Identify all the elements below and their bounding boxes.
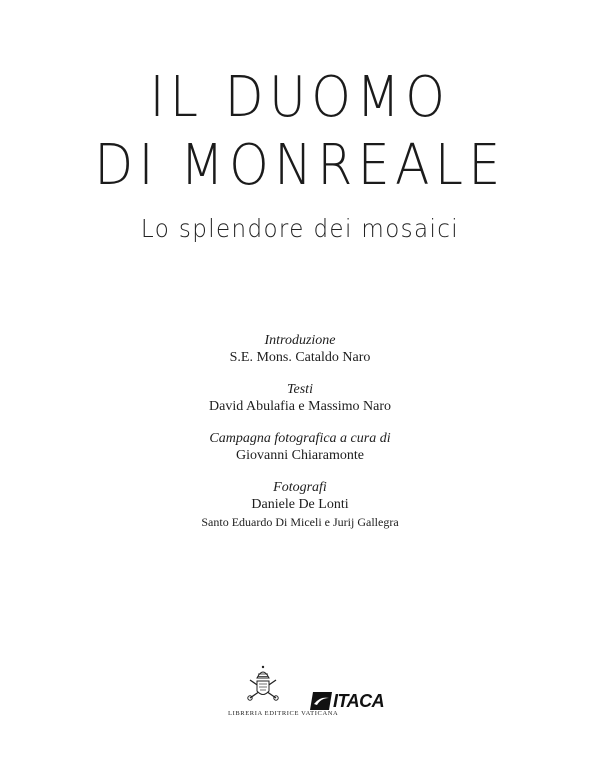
credit-name: S.E. Mons. Cataldo Naro bbox=[229, 350, 371, 365]
credit-role: Testi bbox=[287, 382, 313, 397]
subtitle: Lo splendore dei mosaici bbox=[140, 214, 460, 243]
itaca-name: ITACA bbox=[333, 691, 385, 711]
credit-introduction bbox=[0, 332, 600, 367]
title-line-2: DI MONREALE bbox=[94, 133, 506, 198]
credit-photographers bbox=[0, 479, 600, 530]
itaca-swoosh-icon bbox=[310, 692, 332, 710]
credit-name: David Abulafia e Massimo Naro bbox=[209, 399, 391, 414]
credits bbox=[0, 332, 600, 544]
papal-coat-of-arms-icon bbox=[246, 664, 280, 704]
credit-role: Fotografi bbox=[273, 480, 327, 495]
credit-name: Giovanni Chiaramonte bbox=[236, 448, 364, 463]
credit-name: Daniele De Lonti bbox=[251, 497, 349, 512]
credit-extra-names: Santo Eduardo Di Miceli e Jurij Gallegra bbox=[201, 515, 399, 529]
publisher-logos bbox=[0, 656, 600, 726]
itaca-logo bbox=[310, 692, 384, 710]
lev-name: LIBRERIA EDITRICE VATICANA bbox=[228, 710, 339, 717]
credit-role: Introduzione bbox=[264, 333, 336, 348]
credit-texts bbox=[0, 381, 600, 416]
lev-logo bbox=[228, 664, 339, 717]
credit-photo-campaign bbox=[0, 430, 600, 465]
credit-role: Campagna fotografica a cura di bbox=[209, 431, 391, 446]
title-block bbox=[0, 64, 600, 243]
title-line-1: IL DUOMO bbox=[149, 65, 451, 130]
